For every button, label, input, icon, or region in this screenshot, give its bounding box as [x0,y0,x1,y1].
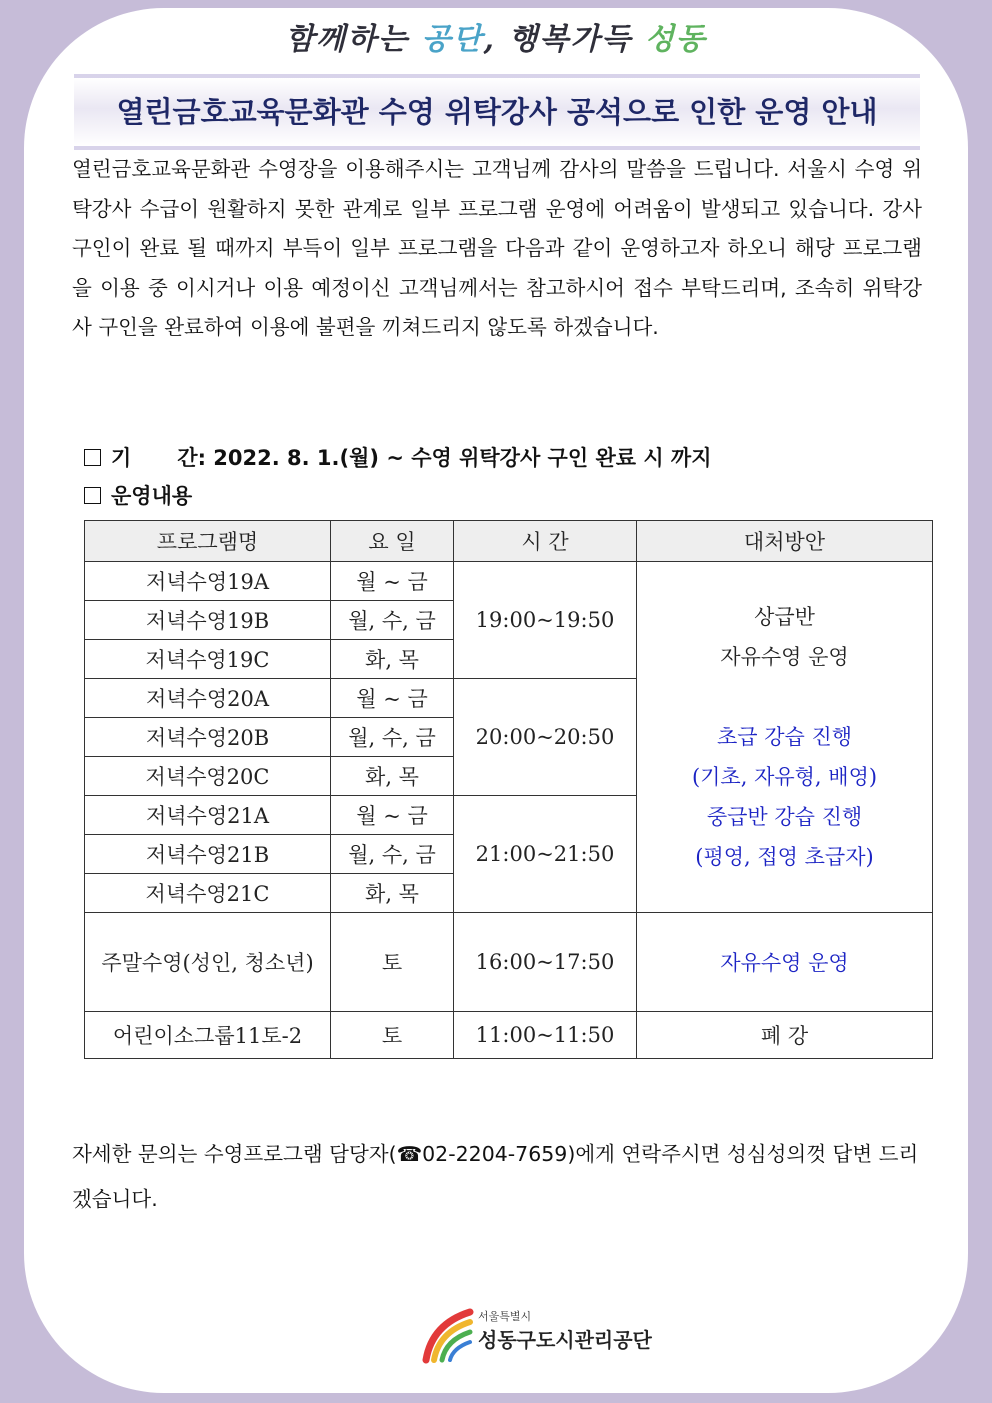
page-title: 열린금호교육문화관 수영 위탁강사 공석으로 인한 운영 안내 [116,95,878,129]
org-logo [420,1302,652,1368]
program-cell: 주말수영(성인, 청소년) [85,913,331,1012]
period-label-a: 기 [111,446,132,470]
slogan [0,14,992,58]
days-cell: 토 [331,1012,454,1059]
program-cell: 저녁수영19C [85,640,331,679]
program-cell: 저녁수영21C [85,874,331,913]
slogan-part-3: , 행복가득 [483,22,645,57]
content-heading [84,480,192,510]
period-label-b: 간: [177,446,206,470]
measure-cell: 자유수영 운영 [637,913,933,1012]
program-cell: 어린이소그룹11토-2 [85,1012,331,1059]
time-cell: 19:00~19:50 [454,562,637,679]
days-cell: 월, 수, 금 [331,835,454,874]
period-line [84,442,712,472]
header-program: 프로그램명 [85,521,331,562]
program-cell: 저녁수영20A [85,679,331,718]
header-days: 요 일 [331,521,454,562]
logo-org-name: 성동구도시관리공단 [478,1328,652,1352]
intro-paragraph: 열린금호교육문화관 수영장을 이용해주시는 고객님께 감사의 말씀을 드립니다. 서울시 수영 위탁강사 수급이 원활하지 못한 관계로 일부 프로그램 운영에 어려움이 발생되고 있습니다. 강사 구인이 완료 될 때까지 부득이 일부 프로그램을 다음과 같이 운영하고자 하오니 해당 프로그램을 이용 중 이시거나 이용 예정이신 고객님께서는 참고하시어 접수 부탁드리며, 조속히 위탁강사 구인을 완료하여 이용에 불편을 끼쳐드리지 않도록 하겠습니다. [72,157,922,339]
program-cell: 저녁수영19A [85,562,331,601]
days-cell: 월 ~ 금 [331,679,454,718]
days-cell: 월, 수, 금 [331,601,454,640]
schedule-table [84,520,933,1059]
days-cell: 월 ~ 금 [331,796,454,835]
time-cell: 21:00~21:50 [454,796,637,913]
days-cell: 화, 목 [331,757,454,796]
header-time: 시 간 [454,521,637,562]
checkbox-icon [84,449,101,466]
table-row [85,562,933,601]
program-cell: 저녁수영20C [85,757,331,796]
days-cell: 토 [331,913,454,1012]
slogan-part-1: 함께하는 [285,22,422,57]
measure-line-blue: (평영, 접영 초급자) [695,845,874,869]
days-cell: 화, 목 [331,874,454,913]
program-cell: 저녁수영19B [85,601,331,640]
table-row-weekend [85,913,933,1012]
days-cell: 월, 수, 금 [331,718,454,757]
period-value: 2022. 8. 1.(월) ~ 수영 위탁강사 구인 완료 시 까지 [213,446,712,470]
time-cell: 16:00~17:50 [454,913,637,1012]
measure-line: 상급반 [754,605,815,629]
evening-measure-cell [637,562,933,913]
logo-small-text: 서울특별시 [478,1310,532,1323]
program-cell: 저녁수영21A [85,796,331,835]
checkbox-icon [84,487,101,504]
content-label: 운영내용 [111,484,193,508]
program-cell: 저녁수영21B [85,835,331,874]
contact-paragraph: 자세한 문의는 수영프로그램 담당자(☎02-2204-7659)에게 연락주시면 성심성의껏 답변 드리겠습니다. [72,1142,919,1211]
measure-line-blue: 중급반 강습 진행 [706,805,863,829]
measure-line: 자유수영 운영 [720,645,849,669]
table-row-kids [85,1012,933,1059]
measure-line-blue: (기초, 자유형, 배영) [691,765,878,789]
measure-cell: 폐 강 [637,1012,933,1059]
program-cell: 저녁수영20B [85,718,331,757]
header-measure: 대처방안 [637,521,933,562]
time-cell: 20:00~20:50 [454,679,637,796]
days-cell: 월 ~ 금 [331,562,454,601]
measure-line-blue: 초급 강습 진행 [716,725,853,749]
days-cell: 화, 목 [331,640,454,679]
slogan-part-4: 성동 [644,22,707,57]
rainbow-logo-icon [420,1302,476,1364]
time-cell: 11:00~11:50 [454,1012,637,1059]
table-header-row [85,521,933,562]
slogan-part-2: 공단 [421,22,484,57]
title-banner [74,74,920,150]
